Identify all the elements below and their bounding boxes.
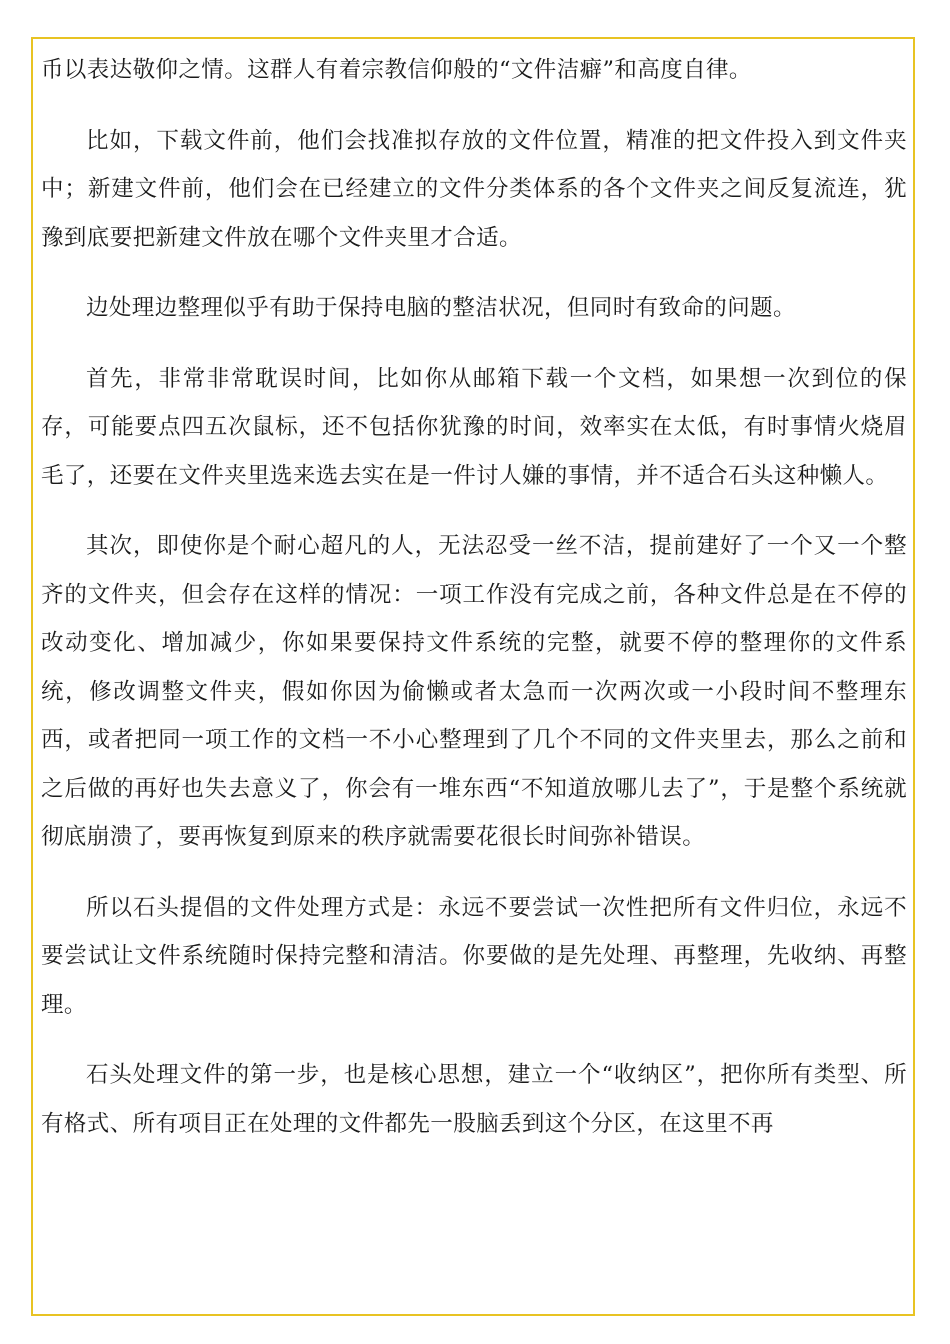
paragraph-7: 石头处理文件的第一步，也是核心思想，建立一个“收纳区”，把你所有类型、所有格式、所有项目正在处理的文件都先一股脑丢到这个分区，在这里不再 [41,1062,907,1137]
document-body [41,46,907,1170]
paragraph-1: 币以表达敬仰之情。这群人有着宗教信仰般的“文件洁癖”和高度自律。 [41,57,752,83]
paragraph-3: 边处理边整理似乎有助于保持电脑的整洁状况，但同时有致命的问题。 [86,295,796,321]
paragraph-5: 其次，即使你是个耐心超凡的人，无法忍受一丝不洁，提前建好了一个又一个整齐的文件夹，但会存在这样的情况：一项工作没有完成之前，各种文件总是在不停的改动变化、增加减少，你如果要保持文件系统的完整，就要不停的整理你的文件系统，修改调整文件夹，假如你因为偷懒或者太急而一次两次或一小段时间不整理东西，或者把同一项工作的文档一不小心整理到了几个不同的文件夹里去，那么之前和之后做的再好也失去意义了，你会有一堆东西“不知道放哪儿去了”，于是整个系统就彻底崩溃了，要再恢复到原来的秩序就需要花很长时间弥补错误。 [41,533,907,850]
paragraph-4: 首先，非常非常耽误时间，比如你从邮箱下载一个文档，如果想一次到位的保存，可能要点四五次鼠标，还不包括你犹豫的时间，效率实在太低，有时事情火烧眉毛了，还要在文件夹里选来选去实在是一件讨人嫌的事情，并不适合石头这种懒人。 [41,365,907,489]
paragraph-6: 所以石头提倡的文件处理方式是：永远不要尝试一次性把所有文件归位，永远不要尝试让文件系统随时保持完整和清洁。你要做的是先处理、再整理，先收纳、再整理。 [41,894,907,1018]
paragraph-2: 比如，下载文件前，他们会找准拟存放的文件位置，精准的把文件投入到文件夹中；新建文件前，他们会在已经建立的文件分类体系的各个文件夹之间反复流连，犹豫到底要把新建文件放在哪个文件夹里才合适。 [41,127,907,251]
